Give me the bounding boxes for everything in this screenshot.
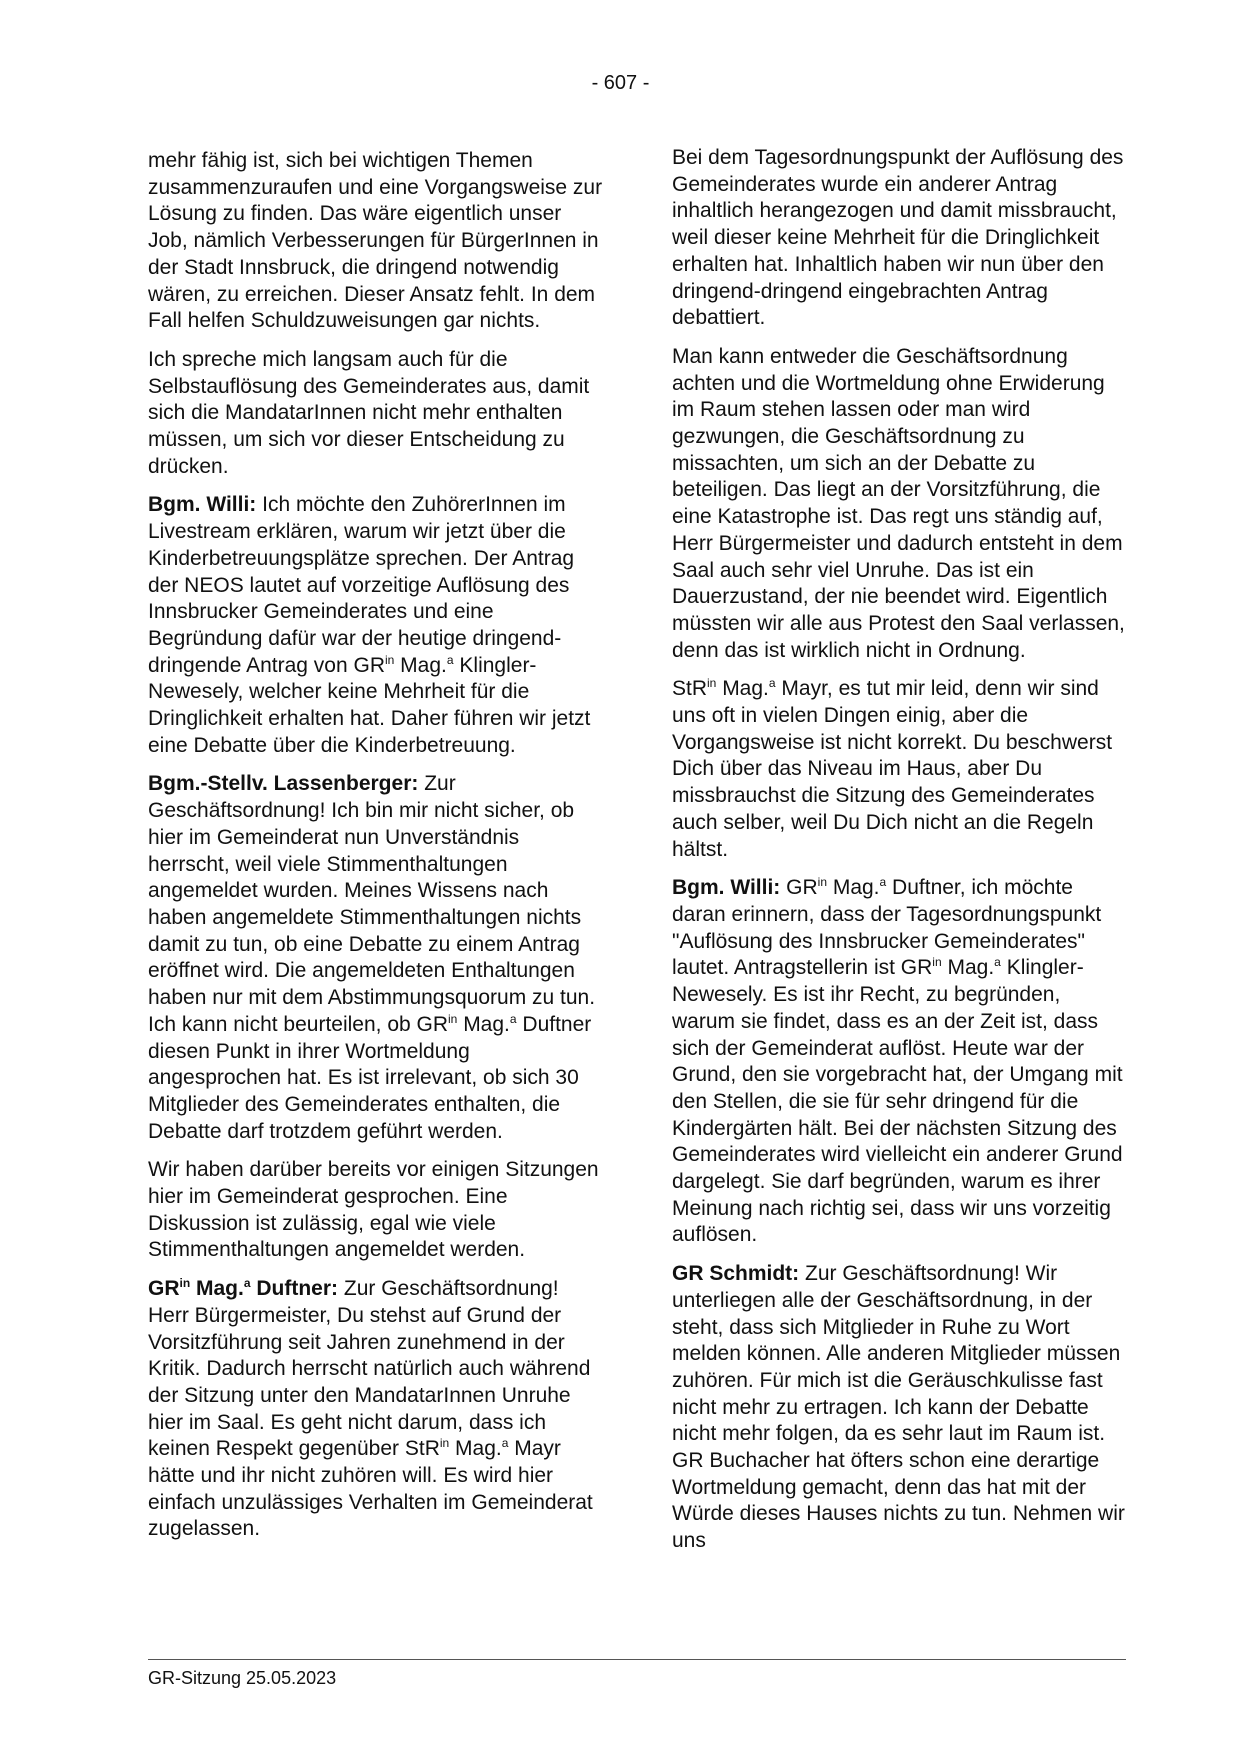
statement-text: Mag. (827, 876, 880, 900)
speaker-name (148, 1277, 338, 1300)
superscript: a (501, 1436, 509, 1451)
speaker-text: Mag. (190, 1277, 244, 1301)
statement-text: Zur Geschäftsordnung! Herr Bürgermeister, Du stehst auf Grund der Vorsitzführung seit Jahren zunehmend in der Kritik. Dadurch herrscht natürlich auch während der Sitzung unter den MandatarInnen Unruhe hier im Saal. Es geht nicht darum, dass ich keinen Respekt gegenüber StR (148, 1277, 591, 1461)
statement-text: Duftner, ich möchte daran erinnern, dass der Tagesordnungspunkt "Auflösung des Innsbrucker Gemeinderates" lautet. Antragstellerin ist GR (672, 876, 1102, 980)
speaker-name: Bgm.-Stellv. Lassenberger: (148, 772, 419, 796)
statement-text: Mag. (457, 1012, 510, 1036)
paragraph (148, 492, 603, 759)
speaker-name: Bgm. Willi: (672, 876, 781, 900)
paragraph (672, 676, 1127, 863)
paragraph: Wir haben darüber bereits vor einigen Sitzungen hier im Gemeinderat gesprochen. Eine Diskussion ist zulässig, egal wie viele Stimmenthaltungen angemeldet werden. (148, 1158, 599, 1262)
paragraph (148, 1276, 603, 1543)
paragraph: Bei dem Tagesordnungspunkt der Auflösung des Gemeinderates wurde ein anderer Antrag inhaltlich herangezogen und damit missbraucht, weil dieser keine Mehrheit für die Dringlichkeit erhalten hat. Inhaltlich haben wir nun über den dringend-dringend eingebrachten Antrag debattiert. (672, 146, 1124, 330)
superscript: in (439, 1436, 450, 1451)
page-number: - 607 - (591, 72, 650, 94)
superscript: in (179, 1276, 191, 1291)
paragraph (148, 771, 603, 1145)
statement-text: Mag. (394, 653, 447, 677)
footer-divider (148, 1659, 1126, 1660)
speaker-name: Bgm. Willi: (148, 493, 257, 517)
superscript: a (446, 652, 454, 667)
statement-text: StR (672, 677, 708, 701)
speaker-text: Duftner: (250, 1277, 339, 1301)
statement-text: Zur Geschäftsordnung! Wir unterliegen alle der Geschäftsordnung, in der steht, dass sich Mitglieder in Ruhe zu Wort melden können. Alle anderen Mitglieder müssen zuhören. Für mich ist die Geräuschkulisse fast nicht mehr zu ertragen. Ich kann der Debatte nicht mehr folgen, da es sehr laut im Raum ist. GR Buchacher hat öfters schon eine derartige Wortmeldung gemacht, denn das hat mit der Würde dieses Hauses nichts zu tun. Nehmen wir uns (672, 1262, 1125, 1553)
paragraph: Man kann entweder die Geschäftsordnung achten und die Wortmeldung ohne Erwiderung im Raum stehen lassen oder man wird gezwungen, die Geschäftsordnung zu missachten, um sich an der Debatte zu beteiligen. Das liegt an der Vorsitzführung, die eine Katastrophe ist. Das regt uns ständig auf, Herr Bürgermeister und dadurch entsteht in dem Saal auch sehr viel Unruhe. Das ist ein Dauerzustand, der nie beendet wird. Eigentlich müssten wir alle aus Protest den Saal verlassen, denn das ist wirklich nicht in Ordnung. (672, 344, 1125, 662)
statement-text: Klingler-Newesely, welcher keine Mehrheit für die Dringlichkeit erhalten hat. Daher führen wir jetzt eine Debatte über die Kinderbetreuung. (148, 653, 591, 757)
right-column (672, 145, 1127, 1567)
superscript: a (509, 1011, 517, 1026)
left-column (148, 148, 603, 1555)
superscript: in (707, 676, 717, 691)
paragraph (672, 875, 1127, 1249)
statement-text: Mag. (941, 956, 995, 980)
superscript: a (243, 1276, 251, 1291)
statement-text: Mayr, es tut mir leid, denn wir sind uns oft in vielen Dingen einig, aber die Vorgangsweise ist nicht korrekt. Du beschwerst Dich über das Niveau im Haus, aber Du missbrauchst die Sitzung des Gemeinderates auch selber, weil Du Dich nicht an die Regeln hältst. (672, 677, 1113, 861)
statement-text: Mag. (716, 677, 769, 701)
superscript: in (817, 875, 827, 890)
statement-text: Mag. (449, 1437, 502, 1461)
paragraph: Ich spreche mich langsam auch für die Selbstauflösung des Gemeinderates aus, damit sich die MandatarInnen nicht mehr enthalten müssen, um sich vor dieser Entscheidung zu drücken. (148, 347, 590, 478)
speaker-name: GR Schmidt: (672, 1262, 800, 1286)
superscript: a (879, 875, 887, 890)
statement-text: Klingler-Newesely. Es ist ihr Recht, zu begründen, warum sie findet, dass es an der Zeit ist, dass sich der Gemeinderat auflöst. Heute war der Grund, den sie vorgebracht hat, der Umgang mit den Stellen, die sie für sehr dringend für die Kindergärten hält. Bei der nächsten Sitzung des Gemeinderates wird vielleicht ein anderer Grund dargelegt. Sie darf begründen, warum es ihrer Meinung nach richtig sei, dass wir uns vorzeitig auflösen. (672, 956, 1123, 1247)
statement-text: Duftner diesen Punkt in ihrer Wortmeldung angesprochen hat. Es ist irrelevant, ob sich 30 Mitglieder des Gemeinderates enthalten, die Debatte darf trotzdem geführt werden. (148, 1012, 592, 1143)
superscript: in (448, 1011, 458, 1026)
speaker-text: GR (148, 1277, 180, 1301)
statement-text: Ich möchte den ZuhörerInnen im Livestream erklären, warum wir jetzt über die Kinderbetreuungsplätze sprechen. Der Antrag der NEOS lautet auf vorzeitige Auflösung des Innsbrucker Gemeinderates und eine Begründung dafür war der heutige dringend-dringende Antrag von GR (148, 493, 575, 677)
statement-text: GR (780, 876, 818, 900)
superscript: in (932, 955, 942, 970)
superscript: a (768, 676, 776, 691)
statement-text: Zur Geschäftsordnung! Ich bin mir nicht sicher, ob hier im Gemeinderat nun Unverständnis herrscht, weil viele Stimmenthaltungen angemeldet wurden. Meines Wissens nach haben angemeldete Stimmenthaltungen nichts damit zu tun, ob eine Debatte zu einem Antrag eröffnet wird. Die angemeldeten Enthaltungen haben nur mit dem Abstimmungsquorum zu tun. Ich kann nicht beurteilen, ob GR (148, 772, 596, 1036)
footer-text: GR-Sitzung 25.05.2023 (148, 1668, 337, 1688)
superscript: in (385, 652, 395, 667)
superscript: a (994, 955, 1001, 970)
paragraph (672, 1261, 1127, 1555)
statement-text: Mayr hätte und ihr nicht zuhören will. Es wird hier einfach unzulässiges Verhalten im Gemeinderat zugelassen. (148, 1437, 593, 1541)
paragraph: mehr fähig ist, sich bei wichtigen Themen zusammenzuraufen und eine Vorgangsweise zur Lösung zu finden. Das wäre eigentlich unser Job, nämlich Verbesserungen für BürgerInnen in der Stadt Innsbruck, die dringend notwendig wären, zu erreichen. Dieser Ansatz fehlt. In dem Fall helfen Schuldzuweisungen gar nichts. (148, 149, 603, 333)
